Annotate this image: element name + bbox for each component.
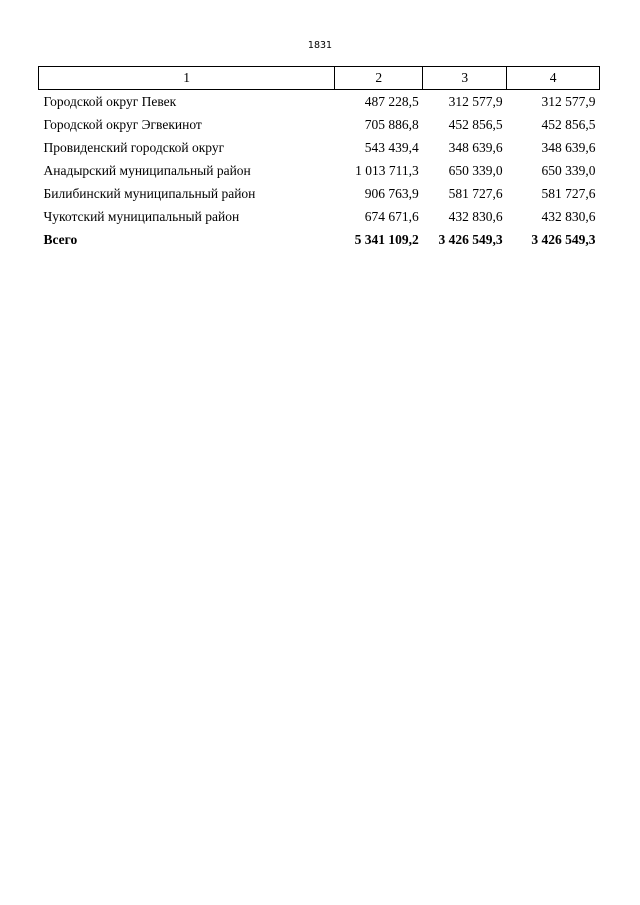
column-header-3: 3: [423, 67, 507, 90]
municipality-name: Провиденский городской округ: [43, 139, 225, 155]
value-col-3: 432 830,6: [448, 208, 503, 224]
table-row: [39, 205, 600, 228]
value-col-3: 312 577,9: [448, 93, 503, 109]
page-number: 1831: [307, 40, 333, 51]
value-col-2: 705 886,8: [364, 116, 419, 132]
total-value-col-2: 5 341 109,2: [354, 231, 419, 247]
value-col-4: 452 856,5: [541, 116, 596, 132]
table-row: [39, 113, 600, 136]
budget-table: [38, 66, 600, 251]
value-col-2: 1 013 711,3: [355, 162, 419, 178]
table-row: [39, 136, 600, 159]
column-header-2: 2: [335, 67, 423, 90]
table-body: [39, 90, 600, 252]
value-col-4: 581 727,6: [541, 185, 596, 201]
value-col-3: 650 339,0: [448, 162, 503, 178]
total-label: Всего: [43, 231, 78, 247]
value-col-2: 906 763,9: [364, 185, 419, 201]
municipality-name: Билибинский муниципальный район: [43, 185, 256, 201]
value-col-2: 674 671,6: [364, 208, 419, 224]
column-header-1: 1: [39, 67, 335, 90]
total-row: [39, 228, 600, 251]
column-header-4: 4: [507, 67, 600, 90]
value-col-3: 581 727,6: [448, 185, 503, 201]
municipality-name: Анадырский муниципальный район: [43, 162, 251, 178]
value-col-4: 312 577,9: [541, 93, 596, 109]
municipality-name: Городской округ Певек: [43, 93, 177, 109]
total-value-col-4: 3 426 549,3: [531, 231, 596, 247]
table-row: [39, 159, 600, 182]
table-row: [39, 182, 600, 205]
value-col-2: 543 439,4: [364, 139, 419, 155]
value-col-4: 348 639,6: [541, 139, 596, 155]
municipality-name: Городской округ Эгвекинот: [43, 116, 202, 132]
value-col-2: 487 228,5: [364, 93, 419, 109]
value-col-3: 348 639,6: [448, 139, 503, 155]
table-header: [39, 67, 600, 90]
table-row: [39, 90, 600, 114]
municipality-name: Чукотский муниципальный район: [43, 208, 240, 224]
total-value-col-3: 3 426 549,3: [438, 231, 503, 247]
value-col-3: 452 856,5: [448, 116, 503, 132]
value-col-4: 432 830,6: [541, 208, 596, 224]
value-col-4: 650 339,0: [541, 162, 596, 178]
header-row: [39, 67, 600, 90]
